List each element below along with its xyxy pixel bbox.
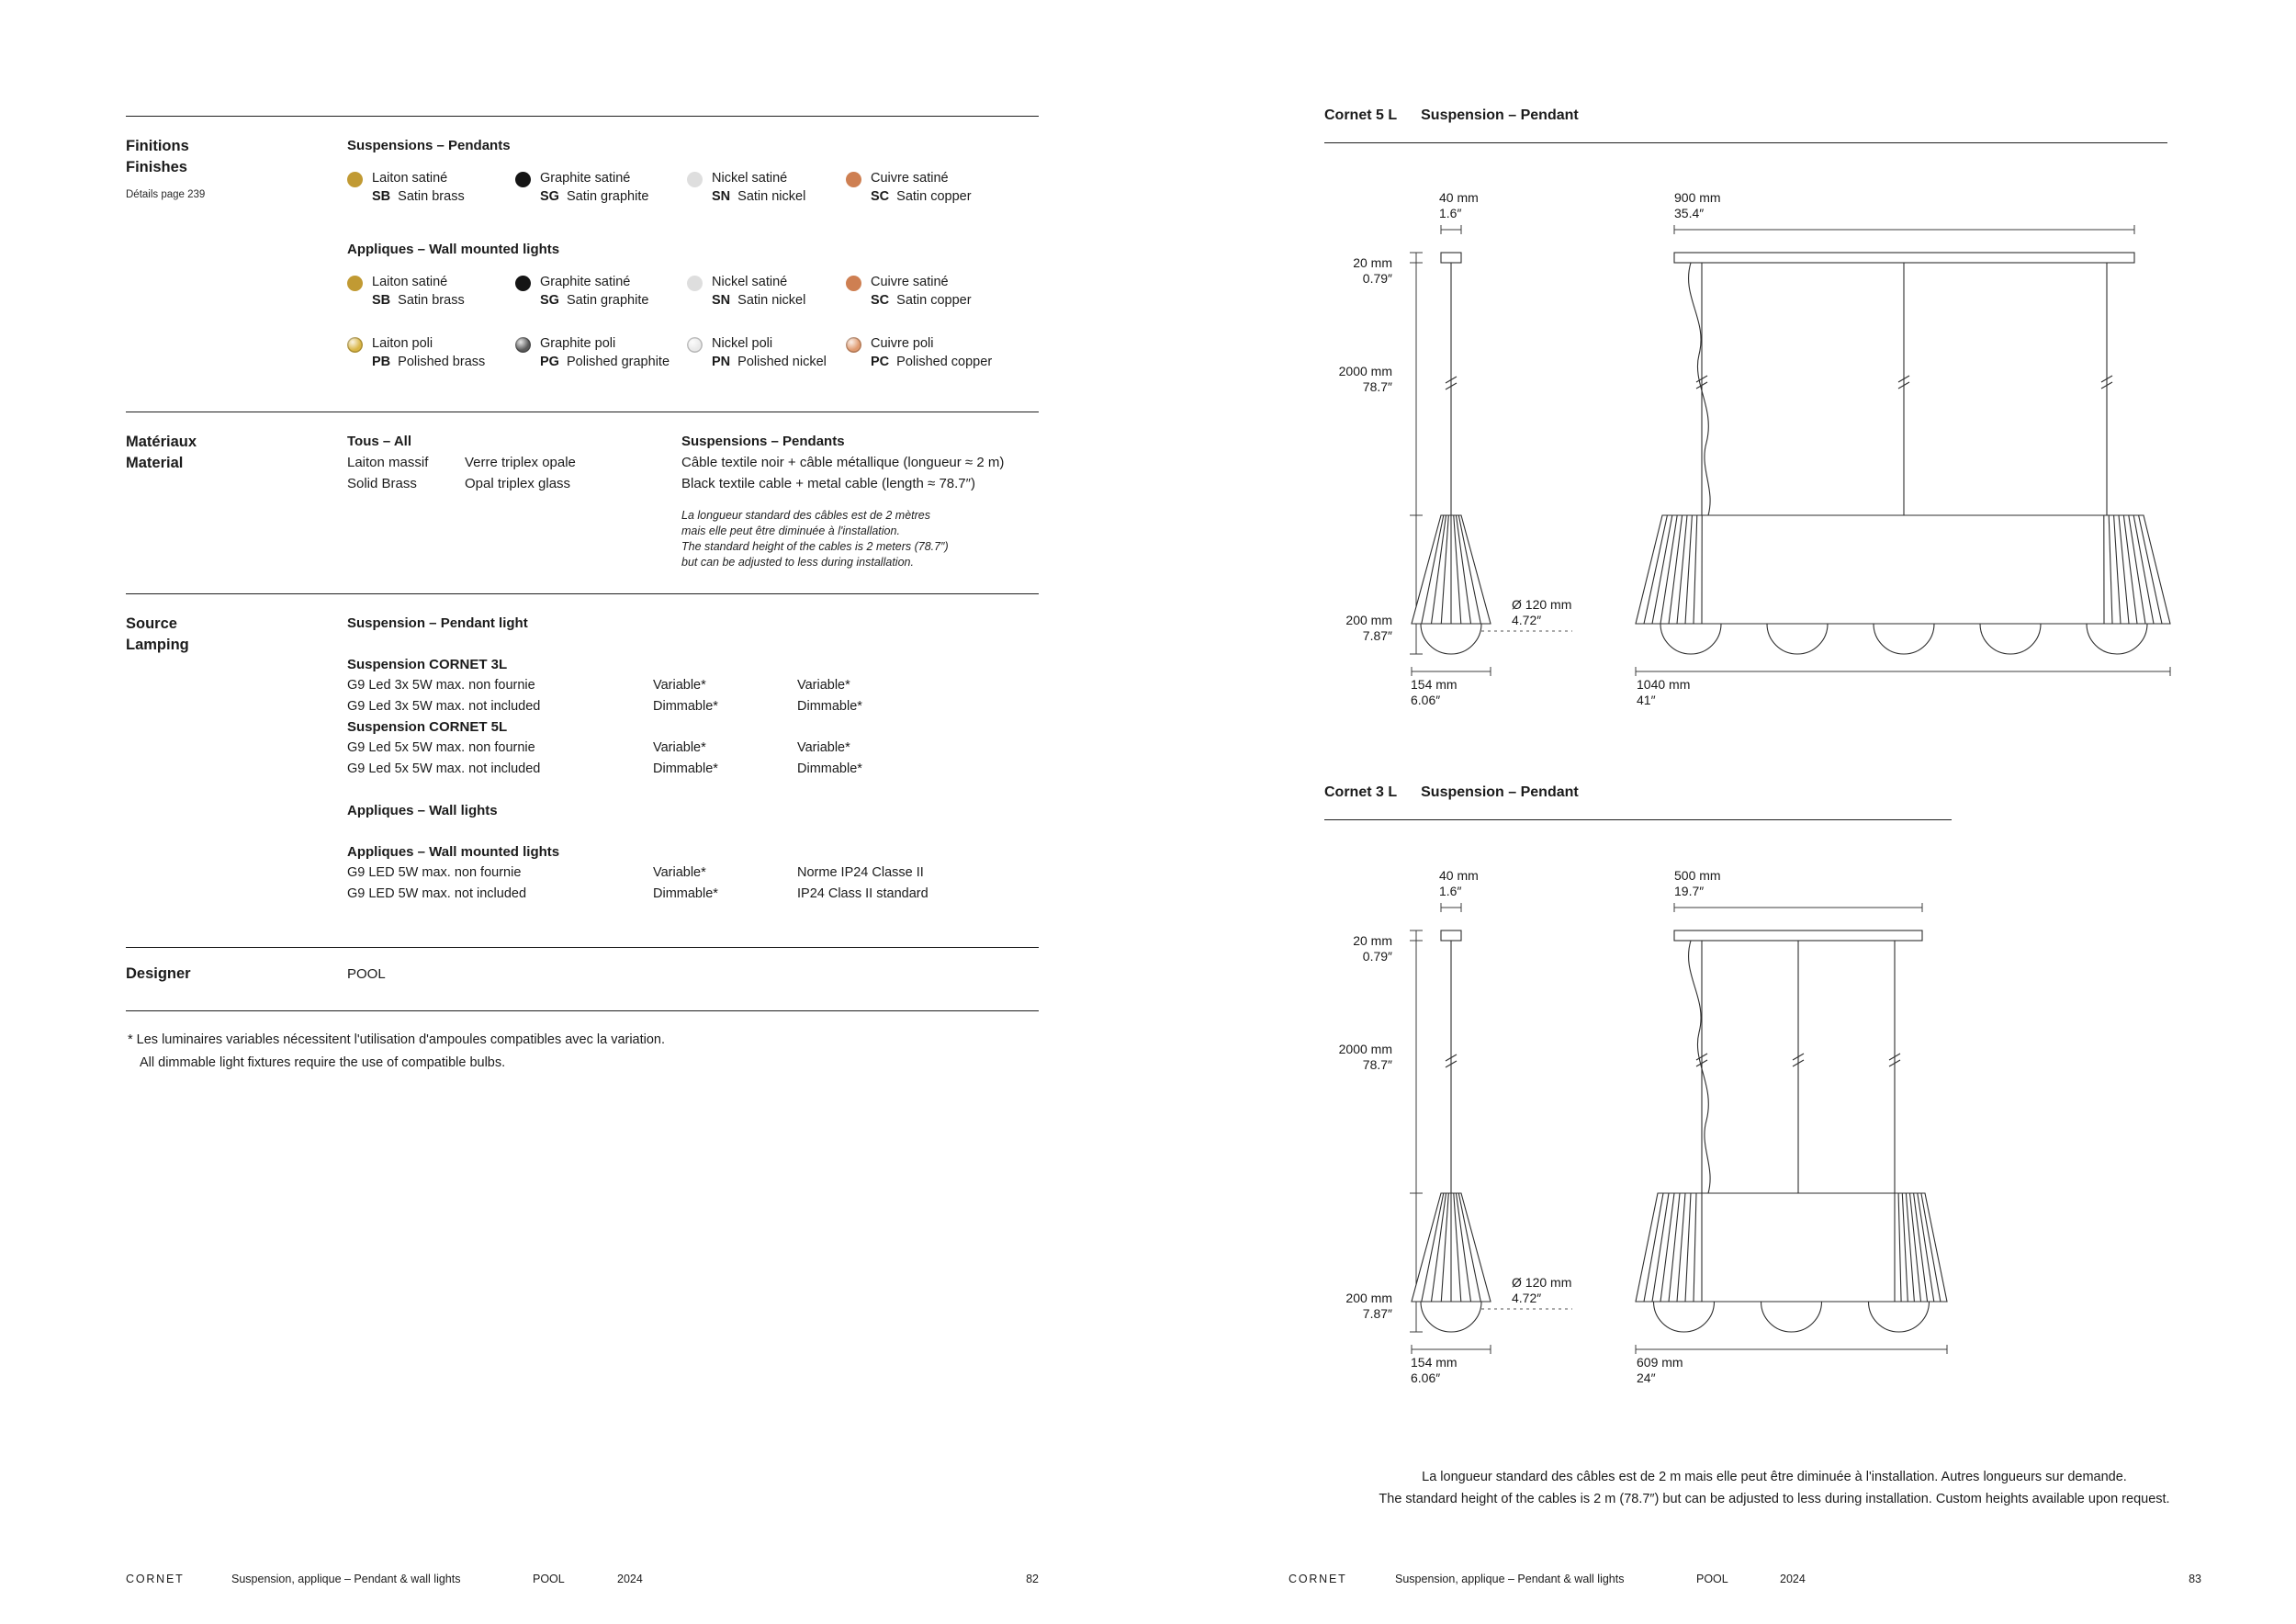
lamping-wall-subheading: Appliques – Wall mounted lights bbox=[347, 844, 560, 860]
finish-swatch bbox=[347, 273, 515, 310]
material-cable-note bbox=[681, 508, 1004, 570]
dim-label: 500 mm bbox=[1674, 868, 1721, 883]
footer-category: Suspension, applique – Pendant & wall lights bbox=[231, 1573, 461, 1585]
lamping-pendant-heading: Suspension – Pendant light bbox=[347, 615, 528, 631]
canopy bbox=[1441, 253, 1461, 263]
finish-text bbox=[372, 334, 485, 372]
dim-label: 78.7″ bbox=[1362, 1057, 1392, 1072]
finish-text bbox=[540, 273, 648, 310]
dim-label: 2000 mm bbox=[1338, 364, 1392, 378]
pendant-finishes-row bbox=[347, 169, 1039, 207]
divider bbox=[126, 1010, 1039, 1011]
footer-page-number-left: 82 bbox=[1026, 1573, 1039, 1585]
linear-shade bbox=[1636, 515, 2170, 624]
finish-color-dot bbox=[347, 276, 363, 291]
finish-code: PC bbox=[871, 355, 890, 369]
finish-name-en: Satin graphite bbox=[566, 189, 649, 204]
dim-label: 6.06″ bbox=[1411, 1370, 1441, 1385]
finish-name-fr: Cuivre satiné bbox=[871, 171, 949, 186]
footer-year: 2024 bbox=[1780, 1573, 1806, 1585]
finish-swatch bbox=[846, 334, 1039, 372]
dim-label: 200 mm bbox=[1345, 1291, 1392, 1305]
finish-code: SG bbox=[540, 189, 559, 204]
lamp-desc: G9 Led 5x 5W max. non fournie bbox=[347, 740, 535, 755]
lamp-desc: G9 Led 5x 5W max. not included bbox=[347, 761, 541, 776]
material-col-glass bbox=[465, 452, 576, 494]
finish-name-en: Satin graphite bbox=[566, 293, 649, 308]
lamp-dimming: Variable* bbox=[653, 678, 706, 693]
finish-name-en: Satin brass bbox=[398, 189, 465, 204]
cables-note bbox=[1324, 1466, 2224, 1510]
cables-note-en: The standard height of the cables is 2 m (78.7″) but can be adjusted to less during installation. Custom heights available upon request. bbox=[1379, 1492, 2170, 1506]
dim-globe-diameter bbox=[1481, 1275, 1572, 1309]
dim-canopy-height bbox=[1353, 933, 1392, 964]
finish-name-fr: Cuivre poli bbox=[871, 336, 934, 351]
finish-color-dot bbox=[515, 172, 531, 187]
pendant-fixture bbox=[1412, 253, 1491, 654]
finish-swatch bbox=[347, 169, 515, 207]
lamp-dimming: Dimmable* bbox=[653, 699, 718, 714]
lamp-desc: G9 LED 5W max. not included bbox=[347, 886, 527, 901]
cornet3l-header bbox=[1324, 784, 1579, 801]
figure-title: Cornet 3 L bbox=[1324, 784, 1398, 800]
finish-text bbox=[712, 334, 827, 372]
material-cable-fr: Câble textile noir + câble métallique (longueur ≈ 2 m) bbox=[681, 455, 1005, 470]
lamping-label-fr: Source bbox=[126, 615, 177, 632]
footnote-fr: * Les luminaires variables nécessitent l'utilisation d'ampoules compatibles avec la variation. bbox=[128, 1032, 666, 1047]
finish-swatch bbox=[687, 334, 846, 372]
dim-label: 40 mm bbox=[1439, 190, 1479, 205]
figure-subtitle: Suspension – Pendant bbox=[1421, 107, 1579, 123]
finish-color-dot bbox=[687, 172, 703, 187]
designer-section bbox=[126, 964, 1039, 985]
finish-name-en: Satin nickel bbox=[737, 189, 806, 204]
finish-swatch bbox=[515, 169, 687, 207]
finish-text bbox=[372, 273, 465, 310]
material-side-label bbox=[126, 432, 347, 606]
lamping-wall-heading: Appliques – Wall lights bbox=[347, 803, 498, 818]
finish-swatch bbox=[515, 334, 687, 372]
lamp-desc: G9 LED 5W max. non fournie bbox=[347, 865, 522, 880]
footer-year: 2024 bbox=[617, 1573, 643, 1585]
lamp-norm: IP24 Class II standard bbox=[797, 886, 929, 901]
cornet5l-header bbox=[1324, 107, 1579, 124]
page-footer bbox=[0, 1573, 2296, 1600]
lamp-desc: G9 Led 3x 5W max. non fournie bbox=[347, 678, 535, 693]
wall-finishes-heading: Appliques – Wall mounted lights bbox=[347, 242, 560, 257]
footnote-en: All dimmable light fixtures require the use of compatible bulbs. bbox=[140, 1055, 506, 1070]
dim-label: 4.72″ bbox=[1512, 613, 1542, 627]
finishes-content bbox=[347, 136, 1039, 372]
dim-label: 41″ bbox=[1637, 693, 1656, 707]
lamp-dimming: Dimmable* bbox=[653, 761, 718, 776]
pendants-finishes-heading: Suspensions – Pendants bbox=[347, 138, 511, 153]
lamping-row bbox=[347, 863, 1039, 884]
footer-brand: CORNET bbox=[126, 1573, 185, 1585]
dim-fixture-height bbox=[1345, 1291, 1392, 1321]
dim-label: 2000 mm bbox=[1338, 1042, 1392, 1056]
dim-label: Ø 120 mm bbox=[1512, 1275, 1572, 1290]
dim-globe-diameter bbox=[1481, 597, 1572, 631]
dim-label: 6.06″ bbox=[1411, 693, 1441, 707]
divider bbox=[1324, 819, 1952, 820]
cables-note-fr: La longueur standard des câbles est de 2 m mais elle peut être diminuée à l'installation. Autres longueurs sur demande. bbox=[1422, 1470, 2127, 1484]
divider bbox=[126, 116, 1039, 117]
finish-color-dot bbox=[515, 276, 531, 291]
finish-color-dot bbox=[846, 172, 861, 187]
lamping-cornet3l-heading: Suspension CORNET 3L bbox=[347, 657, 508, 672]
designer-content bbox=[347, 964, 1039, 985]
note-line: La longueur standard des câbles est de 2 mètres bbox=[681, 509, 931, 522]
finish-swatch bbox=[846, 169, 1039, 207]
cornet5l-single-elevation bbox=[1313, 175, 1607, 735]
finish-code: PG bbox=[540, 355, 559, 369]
designer-name: POOL bbox=[347, 966, 386, 982]
power-cable bbox=[1689, 263, 1711, 515]
material-pendants-heading: Suspensions – Pendants bbox=[681, 434, 845, 449]
lamp-dimming: Variable* bbox=[653, 740, 706, 755]
finishes-label-fr: Finitions bbox=[126, 138, 189, 154]
lamp-dimming: Variable* bbox=[797, 740, 850, 755]
finish-text bbox=[712, 273, 805, 310]
dim-label: 900 mm bbox=[1674, 190, 1721, 205]
designer-label: Designer bbox=[126, 965, 191, 982]
dim-label: 20 mm bbox=[1353, 933, 1392, 948]
finish-name-fr: Graphite poli bbox=[540, 336, 616, 351]
finish-code: SC bbox=[871, 189, 890, 204]
dim-label: 40 mm bbox=[1439, 868, 1479, 883]
finish-color-dot bbox=[846, 337, 861, 353]
finish-name-en: Polished graphite bbox=[566, 355, 670, 369]
figure-subtitle: Suspension – Pendant bbox=[1421, 784, 1579, 800]
linear-fixture bbox=[1636, 930, 1947, 1332]
canopy bbox=[1441, 930, 1461, 941]
lamping-section bbox=[126, 614, 1039, 905]
finish-name-en: Satin copper bbox=[896, 189, 972, 204]
finish-text bbox=[712, 169, 805, 207]
dim-canopy-width bbox=[1439, 868, 1479, 912]
canopy-bar bbox=[1674, 930, 1922, 941]
dim-label: 0.79″ bbox=[1362, 949, 1392, 964]
dim-label: 1.6″ bbox=[1439, 884, 1462, 898]
dim-canopy-height bbox=[1353, 255, 1392, 286]
finishes-details-note: Détails page 239 bbox=[126, 189, 206, 200]
finish-name-fr: Graphite satiné bbox=[540, 171, 631, 186]
dim-fixture-height bbox=[1345, 613, 1392, 643]
finish-swatch bbox=[347, 334, 515, 372]
note-line: The standard height of the cables is 2 meters (78.7″) bbox=[681, 540, 949, 553]
finish-name-en: Satin nickel bbox=[737, 293, 806, 308]
divider bbox=[1324, 142, 2167, 143]
finish-name-fr: Graphite satiné bbox=[540, 275, 631, 289]
finish-name-fr: Laiton satiné bbox=[372, 171, 448, 186]
dim-label: 19.7″ bbox=[1674, 884, 1705, 898]
dim-label: 4.72″ bbox=[1512, 1291, 1542, 1305]
finish-code: SC bbox=[871, 293, 890, 308]
dim-label: 1040 mm bbox=[1637, 677, 1691, 692]
material-glass-en: Opal triplex glass bbox=[465, 476, 571, 491]
power-cable bbox=[1689, 941, 1711, 1193]
dim-label: 78.7″ bbox=[1362, 379, 1392, 394]
footer-designer: POOL bbox=[1696, 1573, 1728, 1585]
designer-side-label bbox=[126, 964, 347, 985]
finishes-side-label bbox=[126, 136, 347, 372]
finish-name-fr: Cuivre satiné bbox=[871, 275, 949, 289]
finish-name-fr: Laiton poli bbox=[372, 336, 433, 351]
finish-color-dot bbox=[347, 337, 363, 353]
lamp-dimming: Dimmable* bbox=[797, 699, 862, 714]
cornet3l-linear-elevation bbox=[1612, 852, 2209, 1413]
dim-shade-width bbox=[1636, 1345, 1947, 1385]
note-line: mais elle peut être diminuée à l'installation. bbox=[681, 524, 900, 537]
dim-label: 20 mm bbox=[1353, 255, 1392, 270]
finish-name-fr: Nickel satiné bbox=[712, 171, 788, 186]
dim-label: 154 mm bbox=[1411, 1355, 1458, 1370]
dim-canopy-width bbox=[1674, 868, 1922, 912]
dim-cable-length bbox=[1339, 1042, 1392, 1072]
finish-name-fr: Nickel poli bbox=[712, 336, 773, 351]
lamping-row bbox=[347, 738, 1039, 759]
dim-label: 1.6″ bbox=[1439, 206, 1462, 220]
material-section bbox=[126, 432, 1039, 606]
material-label-en: Material bbox=[126, 455, 184, 471]
finish-text bbox=[871, 273, 972, 310]
dim-shade-width bbox=[1411, 1345, 1491, 1385]
dim-label: 154 mm bbox=[1411, 677, 1458, 692]
canopy-bar bbox=[1674, 253, 2134, 263]
finishes-section bbox=[126, 136, 1039, 372]
finish-text bbox=[871, 169, 972, 207]
material-col-all bbox=[347, 432, 428, 494]
lamp-dimming: Variable* bbox=[797, 678, 850, 693]
lamp-dimming: Variable* bbox=[653, 865, 706, 880]
lamping-row bbox=[347, 696, 1039, 717]
material-content bbox=[347, 432, 1039, 606]
finish-text bbox=[540, 169, 648, 207]
footer-designer: POOL bbox=[533, 1573, 565, 1585]
finish-code: SN bbox=[712, 189, 731, 204]
finish-code: PB bbox=[372, 355, 391, 369]
dim-label: 0.79″ bbox=[1362, 271, 1392, 286]
finish-swatch bbox=[687, 169, 846, 207]
finish-color-dot bbox=[687, 276, 703, 291]
lamp-dimming: Dimmable* bbox=[653, 886, 718, 901]
divider bbox=[126, 947, 1039, 948]
lamping-row bbox=[347, 759, 1039, 780]
finish-code: SB bbox=[372, 189, 391, 204]
finish-text bbox=[372, 169, 465, 207]
finish-text bbox=[871, 334, 992, 372]
material-cable-en: Black textile cable + metal cable (length ≈ 78.7″) bbox=[681, 476, 975, 491]
dim-label: 7.87″ bbox=[1362, 1306, 1392, 1321]
finish-name-en: Polished nickel bbox=[737, 355, 827, 369]
lamp-desc: G9 Led 3x 5W max. not included bbox=[347, 699, 541, 714]
figure-title: Cornet 5 L bbox=[1324, 107, 1398, 123]
finish-swatch bbox=[515, 273, 687, 310]
finish-name-en: Polished brass bbox=[398, 355, 486, 369]
material-label-fr: Matériaux bbox=[126, 434, 197, 450]
lamp-norm: Norme IP24 Classe II bbox=[797, 865, 924, 880]
material-solid-en: Solid Brass bbox=[347, 476, 417, 491]
dim-label: 7.87″ bbox=[1362, 628, 1392, 643]
pendant-fixture bbox=[1412, 930, 1491, 1332]
finishes-label-en: Finishes bbox=[126, 159, 187, 175]
finish-code: PN bbox=[712, 355, 731, 369]
footer-category: Suspension, applique – Pendant & wall lights bbox=[1395, 1573, 1625, 1585]
finish-name-fr: Laiton satiné bbox=[372, 275, 448, 289]
material-glass-fr: Verre triplex opale bbox=[465, 455, 576, 470]
dim-shade-width bbox=[1636, 667, 2170, 707]
cornet3l-single-elevation bbox=[1313, 852, 1607, 1413]
finish-color-dot bbox=[347, 172, 363, 187]
wall-finishes-row-satin bbox=[347, 273, 1039, 310]
cornet5l-linear-elevation bbox=[1612, 175, 2209, 735]
finish-color-dot bbox=[846, 276, 861, 291]
finish-name-en: Satin brass bbox=[398, 293, 465, 308]
dim-shade-width bbox=[1411, 667, 1491, 707]
dimmable-footnote bbox=[128, 1029, 665, 1075]
finish-name-en: Satin copper bbox=[896, 293, 972, 308]
wall-finishes-row-polished bbox=[347, 334, 1039, 372]
material-col-pendants bbox=[681, 432, 1004, 570]
linear-fixture bbox=[1636, 253, 2170, 654]
finish-name-en: Polished copper bbox=[896, 355, 993, 369]
lamp-dimming: Dimmable* bbox=[797, 761, 862, 776]
dim-canopy-width bbox=[1674, 190, 2134, 234]
material-all-heading: Tous – All bbox=[347, 434, 412, 449]
dim-label: 200 mm bbox=[1345, 613, 1392, 627]
lamping-content bbox=[347, 614, 1039, 905]
note-line: but can be adjusted to less during installation. bbox=[681, 556, 914, 569]
material-solid-fr: Laiton massif bbox=[347, 455, 429, 470]
dim-label: Ø 120 mm bbox=[1512, 597, 1572, 612]
dim-label: 24″ bbox=[1637, 1370, 1656, 1385]
finish-swatch bbox=[687, 273, 846, 310]
lamping-row bbox=[347, 884, 1039, 905]
dim-canopy-width bbox=[1439, 190, 1479, 234]
finish-text bbox=[540, 334, 670, 372]
dim-label: 609 mm bbox=[1637, 1355, 1683, 1370]
dim-cable-length bbox=[1339, 364, 1392, 394]
divider bbox=[126, 593, 1039, 594]
finish-code: SG bbox=[540, 293, 559, 308]
footer-page-number-right: 83 bbox=[2189, 1573, 2201, 1585]
finish-color-dot bbox=[687, 337, 703, 353]
finish-code: SN bbox=[712, 293, 731, 308]
finish-swatch bbox=[846, 273, 1039, 310]
lamping-cornet5l-heading: Suspension CORNET 5L bbox=[347, 719, 508, 735]
lamping-row bbox=[347, 675, 1039, 696]
footer-brand: CORNET bbox=[1289, 1573, 1347, 1585]
lamping-label-en: Lamping bbox=[126, 637, 189, 653]
lamping-side-label bbox=[126, 614, 347, 905]
dim-label: 35.4″ bbox=[1674, 206, 1705, 220]
finish-color-dot bbox=[515, 337, 531, 353]
finish-name-fr: Nickel satiné bbox=[712, 275, 788, 289]
finish-code: SB bbox=[372, 293, 391, 308]
